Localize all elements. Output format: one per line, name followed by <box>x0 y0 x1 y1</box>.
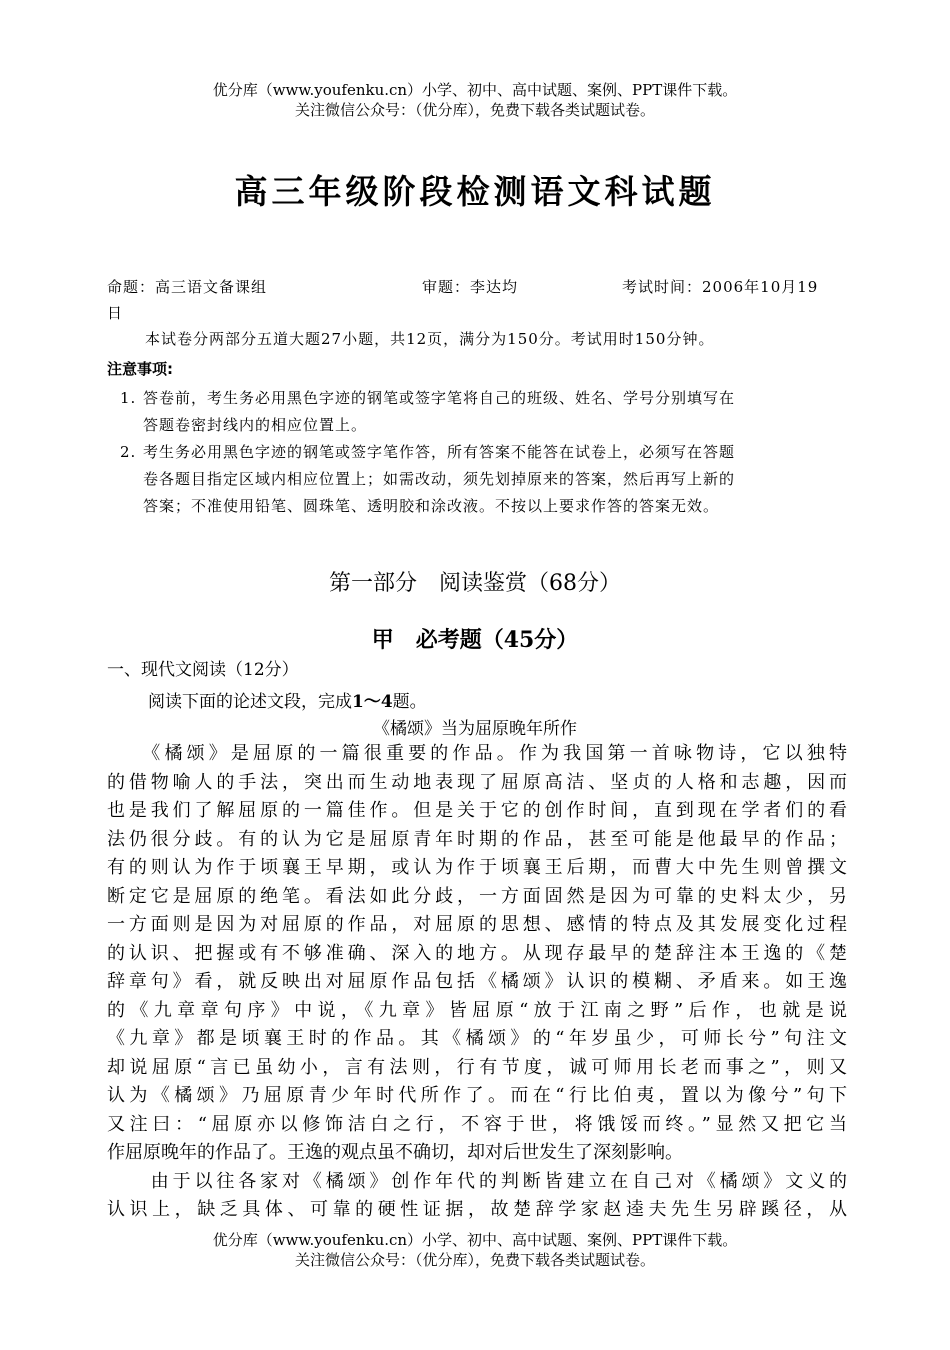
footer-line-2: 关注微信公众号：（优分库），免费下载各类试题试卷。 <box>294 1251 655 1269</box>
page-header <box>0 80 950 120</box>
article-line: 作屈原晚年的作品了。王逸的观点虽不确切，却对后世发生了深刻影响。 <box>107 1142 683 1163</box>
note-item <box>120 385 840 439</box>
setter: 命题：高三语文备课组 <box>107 278 268 296</box>
article-line: 断定它是屈原的绝笔。看法如此分歧，一方面固然是因为可靠的史料太少，另 <box>107 885 847 907</box>
footer-line-1: 优分库（www.youfenku.cn）小学、初中、高中试题、案例、PPT课件下载。 <box>212 1231 738 1249</box>
question-1-instruction <box>148 687 427 712</box>
article-line: 由于以往各家对《橘颂》创作年代的判断皆建立在自己对《橘颂》文义的 <box>107 1170 847 1192</box>
exam-date-continued: 日 <box>107 304 124 322</box>
article-line: 《九章》都是顷襄王时的作品。其《橘颂》的“年岁虽少，可师长兮”句注文 <box>107 1028 847 1049</box>
header-line-2: 关注微信公众号：（优分库），免费下载各类试题试卷。 <box>294 101 655 119</box>
note-line: 考生务必用黑色字迹的钢笔或签字笔作答，所有答案不能答在试卷上，必须写在答题 <box>143 443 736 461</box>
exam-intro: 本试卷分两部分五道大题27小题，共12页，满分为150分。考试用时150分钟。 <box>145 330 715 348</box>
article-line: 认识上，缺乏具体、可靠的硬性证据，故楚辞学家赵逵夫先生另辟蹊径，从 <box>107 1199 847 1220</box>
section-title: 甲 必考题（45分） <box>371 627 579 653</box>
article-line: 《橘颂》是屈原的一篇很重要的作品。作为我国第一首咏物诗，它以独特 <box>107 743 847 764</box>
note-line: 答卷前，考生务必用黑色字迹的钢笔或签字笔将自己的班级、姓名、学号分别填写在 <box>143 389 736 407</box>
note-item <box>120 439 840 520</box>
article-line: 的《九章章句序》中说，《九章》皆屈原“放于江南之野”后作，也就是说 <box>107 999 847 1021</box>
instruction-range: 1～4 <box>352 692 393 712</box>
article-body <box>107 740 847 1225</box>
article-line: 的认识、把握或有不够准确、深入的地方。从现存最早的楚辞注本王逸的《楚 <box>107 942 847 964</box>
header-line-1: 优分库（www.youfenku.cn）小学、初中、高中试题、案例、PPT课件下载。 <box>212 81 738 99</box>
exam-date: 考试时间：2006年10月19 <box>622 278 819 296</box>
article-line: 的借物喻人的手法，突出而生动地表现了屈原高洁、坚贞的人格和志趣，因而 <box>107 771 847 793</box>
notes-heading: 注意事项: <box>107 360 173 378</box>
note-line: 答案；不准使用铅笔、圆珠笔、透明胶和涂改液。不按以上要求作答的答案无效。 <box>143 497 720 515</box>
exam-title: 高三年级阶段检测语文科试题 <box>234 172 716 211</box>
article-line: 有的则认为作于顷襄王早期，或认为作于顷襄王后期，而曹大中先生则曾撰文 <box>107 857 847 878</box>
note-number: 2. <box>120 443 137 461</box>
reviewer: 审题：李达均 <box>422 278 519 296</box>
article-line: 又注曰：“屈原亦以修饰洁白之行，不容于世，将饿馁而终。”显然又把它当 <box>107 1113 847 1135</box>
article-line: 认为《橘颂》乃屈原青少年时代所作了。而在“行比伯夷，置以为像兮”句下 <box>107 1085 847 1106</box>
note-line: 卷各题目指定区域内相应位置上；如需改动，须先划掉原来的答案，然后再写上新的 <box>143 470 736 488</box>
article-line: 法仍很分歧。有的认为它是屈原青年时期的作品，甚至可能是他最早的作品； <box>107 828 847 850</box>
instruction-post: 题。 <box>392 692 427 712</box>
article-title: 《橘颂》当为屈原晚年所作 <box>373 719 577 739</box>
note-number: 1. <box>120 389 137 407</box>
article-line: 也是我们了解屈原的一篇佳作。但是关于它的创作时间，直到现在学者们的看 <box>107 800 847 821</box>
article-line: 却说屈原“言已虽幼小，言有法则，行有节度，诚可师用长老而事之”，则又 <box>107 1056 847 1078</box>
instruction-pre: 阅读下面的论述文段，完成 <box>148 692 352 712</box>
page-footer <box>0 1230 950 1270</box>
exam-meta <box>107 270 847 322</box>
article-line: 辞章句》看，就反映出对屈原作品包括《橘颂》认识的模糊、矛盾来。如王逸 <box>107 971 847 992</box>
question-1-title: 一、现代文阅读（12分） <box>107 660 299 680</box>
part-title: 第一部分 阅读鉴赏（68分） <box>329 571 621 596</box>
note-line: 答题卷密封线内的相应位置上。 <box>143 416 368 434</box>
article-line: 一方面则是因为对屈原的作品，对屈原的思想、感情的特点及其发展变化过程 <box>107 914 847 935</box>
